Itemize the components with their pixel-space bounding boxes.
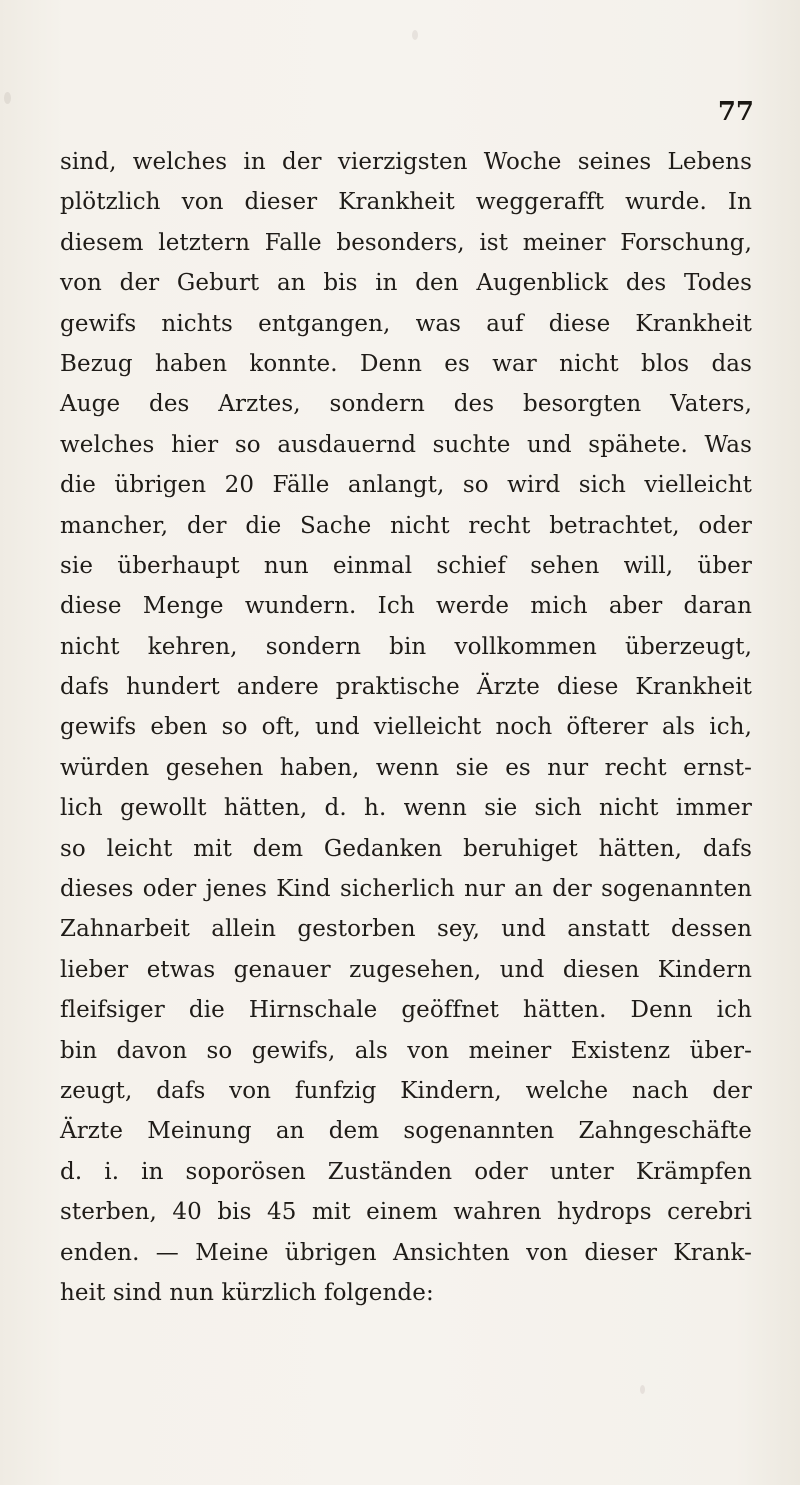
text-line: lich gewollt hätten, d. h. wenn sie sich nicht immer: [60, 795, 752, 822]
paper-stain: [640, 1385, 645, 1394]
text-line: Ärzte Meinung an dem sogenannten Zahngeschäfte: [60, 1118, 752, 1145]
text-line: nicht kehren, sondern bin vollkommen überzeugt,: [60, 633, 752, 660]
text-line: sie überhaupt nun einmal schief sehen will, über: [60, 552, 752, 579]
text-line: von der Geburt an bis in den Augenblick des Todes: [60, 270, 752, 297]
text-line: fleifsiger die Hirnschale geöffnet hätten. Denn ich: [60, 997, 752, 1024]
text-line: diese Menge wundern. Ich werde mich aber daran: [60, 593, 752, 620]
text-line: Auge des Arztes, sondern des besorgten Vaters,: [60, 391, 752, 418]
text-line: lieber etwas genauer zugesehen, und diesen Kindern: [60, 956, 752, 983]
paper-stain: [4, 92, 11, 104]
body-text: [60, 142, 752, 1313]
text-line-last: heit sind nun kürzlich folgende:: [60, 1279, 434, 1306]
text-line: diesem letztern Falle besonders, ist meiner Forschung,: [60, 229, 752, 256]
text-line: bin davon so gewifs, als von meiner Existenz über-: [60, 1037, 752, 1064]
text-line: so leicht mit dem Gedanken beruhiget hätten, dafs: [60, 835, 752, 862]
text-line: dafs hundert andere praktische Ärzte diese Krankheit: [60, 674, 752, 701]
text-line: dieses oder jenes Kind sicherlich nur an der sogenannten: [60, 876, 752, 903]
text-line: gewifs nichts entgangen, was auf diese Krankheit: [60, 310, 752, 337]
text-line: die übrigen 20 Fälle anlangt, so wird sich vielleicht: [60, 472, 752, 499]
text-line: Zahnarbeit allein gestorben sey, und anstatt dessen: [60, 916, 752, 943]
page-number: 77: [717, 97, 754, 127]
text-line: d. i. in soporösen Zuständen oder unter Krämpfen: [60, 1158, 752, 1185]
paper-stain: [412, 30, 418, 40]
text-line: Bezug haben konnte. Denn es war nicht blos das: [60, 350, 752, 377]
text-line: würden gesehen haben, wenn sie es nur recht ernst-: [60, 754, 752, 781]
text-line: mancher, der die Sache nicht recht betrachtet, oder: [60, 512, 752, 539]
text-line: welches hier so ausdauernd suchte und spähete. Was: [60, 431, 752, 458]
text-line: gewifs eben so oft, und vielleicht noch öfterer als ich,: [60, 714, 752, 741]
text-line: sterben, 40 bis 45 mit einem wahren hydrops cerebri: [60, 1199, 752, 1226]
text-line: sind, welches in der vierzigsten Woche seines Lebens: [60, 149, 752, 175]
text-line: plötzlich von dieser Krankheit weggerafft wurde. In: [60, 189, 752, 216]
text-line: zeugt, dafs von funfzig Kindern, welche nach der: [60, 1077, 752, 1104]
text-line: enden. — Meine übrigen Ansichten von dieser Krank-: [60, 1239, 752, 1266]
